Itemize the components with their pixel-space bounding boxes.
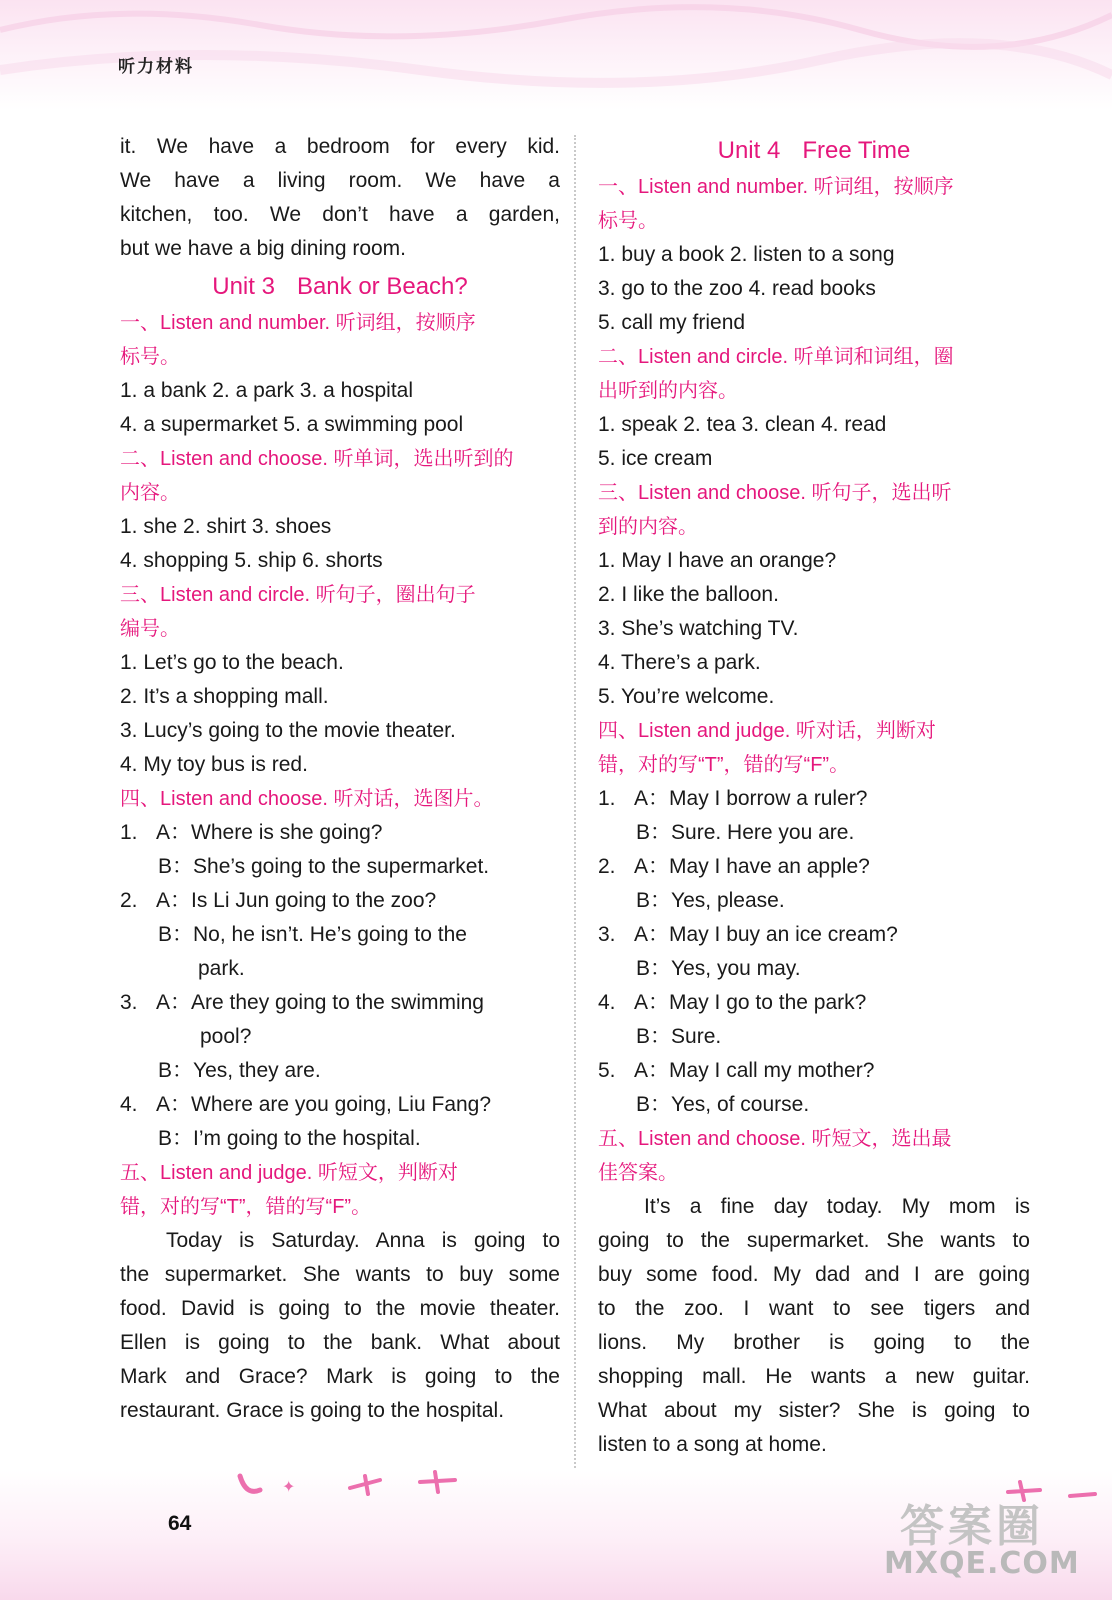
dialog-line: park. bbox=[198, 957, 245, 980]
heading-line: 二、Listen and choose. 听单词，选出听到的 bbox=[120, 448, 514, 470]
speaker-a: A： bbox=[156, 1093, 192, 1116]
dialog-line: Sure. bbox=[671, 1025, 722, 1048]
dialog-line: May I call my mother? bbox=[669, 1059, 875, 1082]
speaker-b: B： bbox=[636, 1093, 672, 1116]
dialog-line: Where is she going? bbox=[191, 821, 383, 844]
passage-line: Mark and Grace? Mark is going to the bbox=[120, 1365, 560, 1388]
passage-line: What about my sister? She is going to bbox=[598, 1399, 1030, 1422]
passage-line: to the zoo. I want to see tigers and bbox=[598, 1297, 1030, 1320]
right-column bbox=[598, 130, 1030, 1462]
heading-line: 五、Listen and choose. 听短文，选出最 bbox=[598, 1128, 952, 1150]
item-number: 3. bbox=[120, 991, 138, 1014]
speaker-a: A： bbox=[634, 1059, 670, 1082]
speaker-b: B： bbox=[158, 1127, 194, 1150]
unit-name: Free Time bbox=[802, 137, 911, 164]
dialog-line: May I buy an ice cream? bbox=[669, 923, 898, 946]
list-item: 5. ice cream bbox=[598, 447, 713, 470]
passage-line: going to the supermarket. She wants to bbox=[598, 1229, 1030, 1252]
text-line: but we have a big dining room. bbox=[120, 237, 407, 260]
speaker-b: B： bbox=[636, 821, 672, 844]
speaker-b: B： bbox=[158, 855, 194, 878]
speaker-b: B： bbox=[636, 889, 672, 912]
list-item: 4. There’s a park. bbox=[598, 651, 761, 674]
dialog-line: Yes, please. bbox=[671, 889, 785, 912]
dialog-line: Are they going to the swimming bbox=[191, 991, 484, 1014]
list-item: 3. go to the zoo 4. read books bbox=[598, 277, 876, 300]
passage-line: listen to a song at home. bbox=[598, 1433, 827, 1456]
passage-line: shopping mall. He wants a new guitar. bbox=[598, 1365, 1030, 1388]
list-item: 5. call my friend bbox=[598, 311, 746, 334]
dialog-line: May I go to the park? bbox=[669, 991, 867, 1014]
passage-line: Ellen is going to the bank. What about bbox=[120, 1331, 560, 1354]
item-number: 2. bbox=[598, 855, 616, 878]
heading-line: 出听到的内容。 bbox=[598, 380, 738, 402]
unit-4-title bbox=[598, 132, 1030, 170]
watermark-url: MXQE.COM bbox=[884, 1546, 1080, 1581]
speaker-a: A： bbox=[634, 855, 670, 878]
heading-line: 三、Listen and choose. 听句子，选出听 bbox=[598, 482, 952, 504]
dialog-line: Yes, of course. bbox=[671, 1093, 810, 1116]
item-number: 4. bbox=[598, 991, 616, 1014]
section-heading bbox=[598, 476, 1030, 544]
section-heading bbox=[598, 340, 1030, 408]
dialog-2 bbox=[598, 850, 1030, 918]
passage-line: food. David is going to the movie theater. bbox=[120, 1297, 560, 1320]
list-item: 4. a supermarket 5. a swimming pool bbox=[120, 413, 464, 436]
dialog-2 bbox=[120, 884, 560, 986]
heading-line: 编号。 bbox=[120, 618, 180, 640]
text-line: kitchen, too. We don’t have a garden, bbox=[120, 203, 560, 226]
heading-line: 到的内容。 bbox=[598, 516, 698, 538]
unit-3-title bbox=[120, 268, 560, 306]
dialog-5 bbox=[598, 1054, 1030, 1122]
section-heading bbox=[120, 442, 560, 510]
dialog-4 bbox=[120, 1088, 560, 1156]
unit-name: Bank or Beach? bbox=[296, 273, 468, 300]
dialog-1 bbox=[120, 816, 560, 884]
speaker-b: B： bbox=[636, 1025, 672, 1048]
item-number: 1. bbox=[120, 821, 138, 844]
speaker-a: A： bbox=[156, 821, 192, 844]
list-item: 3. She’s watching TV. bbox=[598, 617, 799, 640]
heading-line: 二、Listen and circle. 听单词和词组，圈 bbox=[598, 346, 954, 368]
item-number: 1. bbox=[598, 787, 616, 810]
list-item: 4. My toy bus is red. bbox=[120, 753, 308, 776]
speaker-a: A： bbox=[634, 787, 670, 810]
list-item: 1. speak 2. tea 3. clean 4. read bbox=[598, 413, 887, 436]
section-heading bbox=[120, 578, 560, 646]
dialog-line: I’m going to the hospital. bbox=[193, 1127, 421, 1150]
item-number: 3. bbox=[598, 923, 616, 946]
passage-line: restaurant. Grace is going to the hospital. bbox=[120, 1399, 505, 1422]
speaker-b: B： bbox=[636, 957, 672, 980]
dialog-1 bbox=[598, 782, 1030, 850]
dialog-line: Where are you going, Liu Fang? bbox=[191, 1093, 492, 1116]
dialog-line: No, he isn’t. He’s going to the bbox=[193, 923, 467, 946]
column-divider bbox=[574, 135, 576, 1475]
speaker-b: B： bbox=[158, 923, 194, 946]
text-line: We have a living room. We have a bbox=[120, 169, 560, 192]
list-item: 2. It’s a shopping mall. bbox=[120, 685, 329, 708]
item-number: 5. bbox=[598, 1059, 616, 1082]
list-item: 1. May I have an orange? bbox=[598, 549, 837, 572]
dialog-line: Yes, you may. bbox=[671, 957, 801, 980]
passage-line: buy some food. My dad and I are going bbox=[598, 1263, 1030, 1286]
speaker-a: A： bbox=[156, 889, 192, 912]
list-item: 1. Let’s go to the beach. bbox=[120, 651, 344, 674]
section-heading bbox=[120, 1156, 560, 1224]
passage-line: It’s a fine day today. My mom is bbox=[644, 1195, 1030, 1218]
heading-line: 错，对的写“T”，错的写“F”。 bbox=[120, 1196, 372, 1218]
text-line: it. We have a bedroom for every kid. bbox=[120, 135, 560, 158]
dialog-line: Is Li Jun going to the zoo? bbox=[191, 889, 437, 912]
heading-line: 错，对的写“T”，错的写“F”。 bbox=[598, 754, 850, 776]
passage-line: the supermarket. She wants to buy some bbox=[120, 1263, 560, 1286]
heading-line: 标号。 bbox=[120, 346, 180, 368]
passage-line: Today is Saturday. Anna is going to bbox=[166, 1229, 560, 1252]
list-item: 1. a bank 2. a park 3. a hospital bbox=[120, 379, 414, 402]
speaker-b: B： bbox=[158, 1059, 194, 1082]
page-number: 64 bbox=[168, 1512, 192, 1535]
speaker-a: A： bbox=[634, 923, 670, 946]
heading-line: 标号。 bbox=[598, 210, 658, 232]
list-item: 2. I like the balloon. bbox=[598, 583, 779, 606]
heading-line: 三、Listen and circle. 听句子，圈出句子 bbox=[120, 584, 476, 606]
dialog-line: Yes, they are. bbox=[193, 1059, 321, 1082]
item-number: 2. bbox=[120, 889, 138, 912]
heading-line: 内容。 bbox=[120, 482, 180, 504]
left-column bbox=[120, 130, 560, 1428]
list-item: 1. she 2. shirt 3. shoes bbox=[120, 515, 332, 538]
heading-line: 一、Listen and number. 听词组，按顺序 bbox=[598, 176, 954, 198]
dialog-line: May I have an apple? bbox=[669, 855, 870, 878]
svg-text:✦: ✦ bbox=[282, 1479, 296, 1496]
speaker-a: A： bbox=[634, 991, 670, 1014]
section-heading bbox=[120, 306, 560, 374]
section-heading bbox=[598, 170, 1030, 238]
list-item: 3. Lucy’s going to the movie theater. bbox=[120, 719, 456, 742]
heading-line: 五、Listen and judge. 听短文，判断对 bbox=[120, 1162, 458, 1184]
dialog-line: She’s going to the supermarket. bbox=[193, 855, 490, 878]
section-label: 听力材料 bbox=[118, 57, 194, 77]
section-heading bbox=[598, 714, 1030, 782]
list-item: 1. buy a book 2. listen to a song bbox=[598, 243, 895, 266]
footer-star-decoration bbox=[230, 1462, 470, 1512]
section-heading: 四、Listen and choose. 听对话，选图片。 bbox=[120, 788, 494, 810]
unit-number: Unit 4 bbox=[717, 137, 781, 164]
dialog-3 bbox=[598, 918, 1030, 986]
dialog-3 bbox=[120, 986, 560, 1088]
list-item: 4. shopping 5. ship 6. shorts bbox=[120, 549, 383, 572]
passage-line: lions. My brother is going to the bbox=[598, 1331, 1030, 1354]
dialog-line: pool? bbox=[200, 1025, 252, 1048]
heading-line: 佳答案。 bbox=[598, 1162, 678, 1184]
dialog-line: Sure. Here you are. bbox=[671, 821, 855, 844]
heading-line: 一、Listen and number. 听词组，按顺序 bbox=[120, 312, 476, 334]
item-number: 4. bbox=[120, 1093, 138, 1116]
speaker-a: A： bbox=[156, 991, 192, 1014]
unit-number: Unit 3 bbox=[212, 273, 275, 300]
section-heading bbox=[598, 1122, 1030, 1190]
heading-line: 四、Listen and judge. 听对话，判断对 bbox=[598, 720, 936, 742]
watermark-logo: 答案圈 bbox=[900, 1501, 1044, 1552]
dialog-4 bbox=[598, 986, 1030, 1054]
dialog-line: May I borrow a ruler? bbox=[669, 787, 868, 810]
list-item: 5. You’re welcome. bbox=[598, 685, 775, 708]
